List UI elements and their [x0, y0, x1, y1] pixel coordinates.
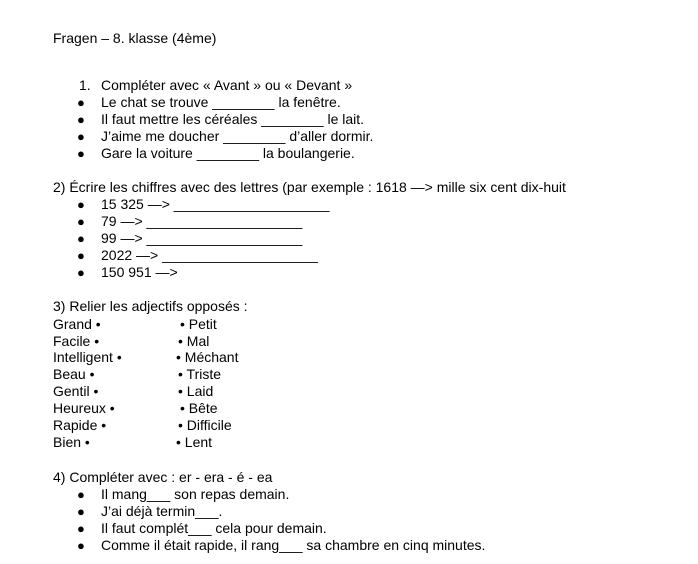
left-adjective: Beau •	[53, 366, 95, 382]
bullet-icon: ●	[77, 146, 85, 161]
section2-item: 150 951 —>	[101, 264, 178, 280]
section1-item: Il faut mettre les céréales ________ le lait.	[101, 111, 365, 127]
left-adjective: Gentil •	[53, 383, 99, 399]
bullet-icon: ●	[77, 265, 85, 280]
section4-item: J’ai déjà termin___.	[101, 503, 223, 519]
right-adjective: • Laid	[178, 383, 214, 399]
bullet-icon: ●	[77, 112, 85, 127]
section2-item: 99 —> ____________________	[101, 230, 303, 246]
left-adjective: Facile •	[53, 333, 100, 349]
bullet-icon: ●	[77, 231, 85, 246]
section3-heading: 3) Relier les adjectifs opposés :	[53, 298, 248, 314]
bullet-icon: ●	[77, 95, 85, 110]
bullet-icon: ●	[77, 487, 85, 502]
left-adjective: Rapide •	[53, 417, 107, 433]
section4-item: Il faut complét___ cela pour demain.	[101, 520, 327, 536]
document-title: Fragen – 8. klasse (4ème)	[53, 30, 217, 46]
right-adjective: • Petit	[180, 316, 217, 332]
right-adjective: • Triste	[178, 366, 222, 382]
bullet-icon: ●	[77, 538, 85, 553]
left-adjective: Intelligent •	[53, 349, 122, 365]
section2-item: 79 —> ____________________	[101, 213, 303, 229]
section4-heading: 4) Compléter avec : er - era - é - ea	[53, 469, 273, 485]
section4-item: Il mang___ son repas demain.	[101, 486, 290, 502]
bullet-icon: ●	[77, 521, 85, 536]
left-adjective: Heureux •	[53, 400, 115, 416]
bullet-icon: ●	[77, 214, 85, 229]
right-adjective: • Méchant	[176, 349, 239, 365]
section2-item: 15 325 —> ____________________	[101, 196, 330, 212]
section1-item: J’aime me doucher ________ d’aller dormir.	[101, 128, 374, 144]
bullet-icon: ●	[77, 129, 85, 144]
section4-item: Comme il était rapide, il rang___ sa chambre en cinq minutes.	[101, 537, 486, 553]
section2-heading: 2) Écrire les chiffres avec des lettres (par exemple : 1618 —> mille six cent dix-huit	[53, 179, 566, 195]
section1-number: 1.	[79, 77, 91, 93]
left-adjective: Grand •	[53, 316, 101, 332]
right-adjective: • Bête	[180, 400, 218, 416]
section2-item: 2022 —> ____________________	[101, 247, 318, 263]
bullet-icon: ●	[77, 248, 85, 263]
section1-item: Le chat se trouve ________ la fenêtre.	[101, 94, 341, 110]
section1-item: Gare la voiture ________ la boulangerie.	[101, 145, 355, 161]
right-adjective: • Difficile	[178, 417, 232, 433]
section1-heading: Compléter avec « Avant » ou « Devant »	[101, 77, 353, 93]
bullet-icon: ●	[77, 504, 85, 519]
right-adjective: • Lent	[176, 434, 213, 450]
bullet-icon: ●	[77, 197, 85, 212]
left-adjective: Bien •	[53, 434, 90, 450]
right-adjective: • Mal	[178, 333, 210, 349]
